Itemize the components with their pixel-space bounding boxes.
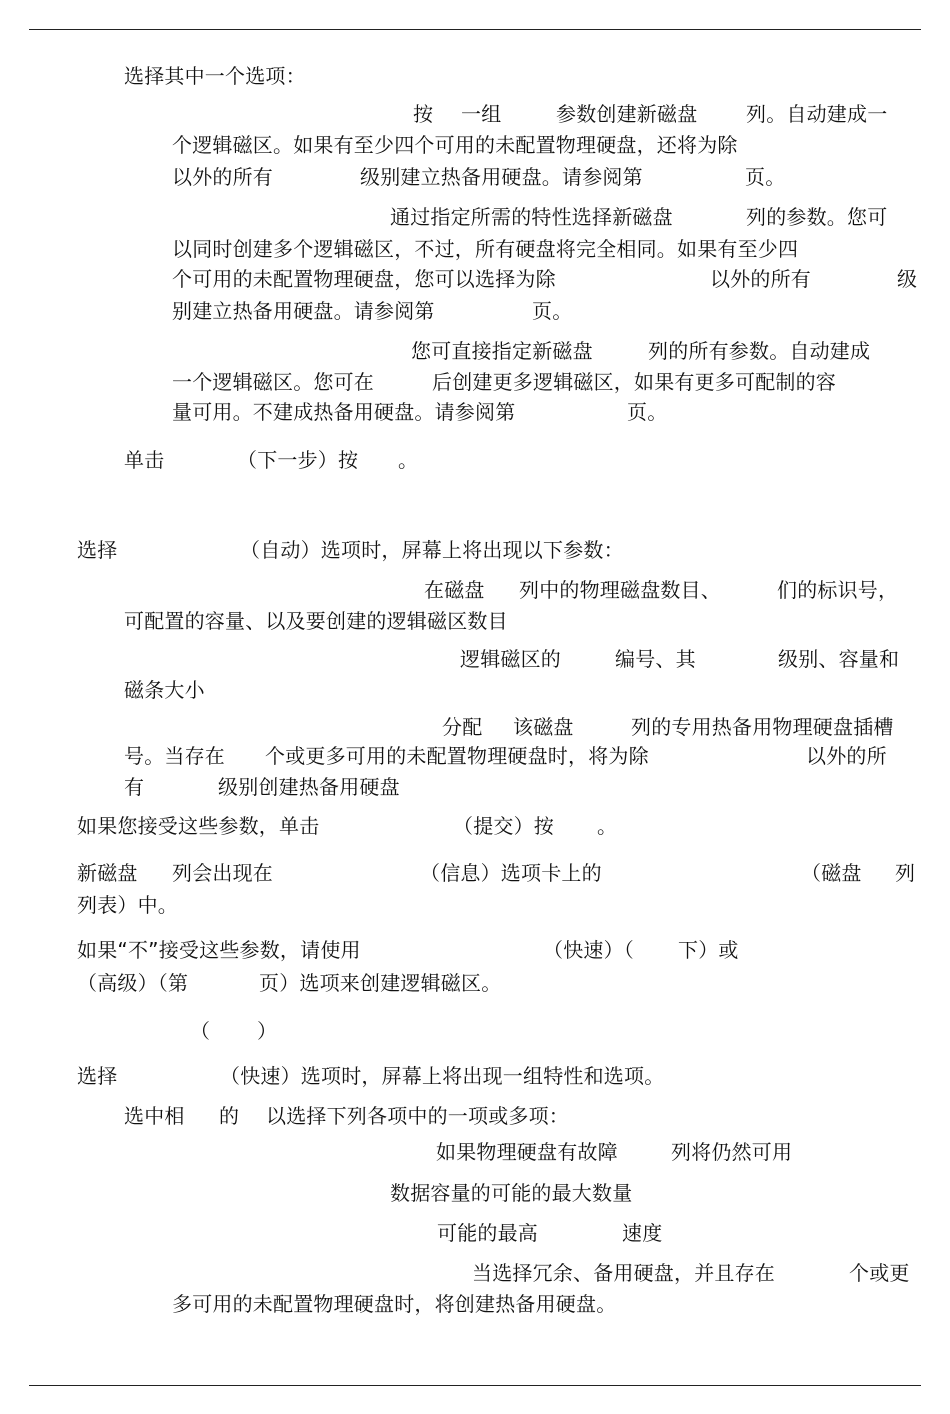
text-line: 多可用的未配置物理硬盘时，将创建热备用硬盘。 bbox=[172, 1292, 617, 1316]
text-line: 编号、其 bbox=[615, 647, 696, 671]
text-line: （下一步）按 bbox=[237, 448, 359, 472]
text-line: 列将仍然可用 bbox=[671, 1140, 793, 1164]
text-line: 在磁盘 bbox=[424, 578, 485, 602]
text-line: 逻辑磁区的 bbox=[460, 647, 561, 671]
text-line: 单击 bbox=[124, 448, 165, 472]
text-line: 参数创建新磁盘 bbox=[556, 102, 698, 126]
text-line: 列中的物理磁盘数目、 bbox=[519, 578, 721, 602]
text-line: （快速）选项时，屏幕上将出现一组特性和选项。 bbox=[220, 1064, 665, 1088]
text-line: 新磁盘 bbox=[77, 861, 138, 885]
text-line: 级别建立热备用硬盘。请参阅第 bbox=[360, 165, 643, 189]
text-line: 级别创建热备用硬盘 bbox=[218, 775, 400, 799]
text-line: 以外的所有 bbox=[172, 165, 273, 189]
bottom-rule bbox=[29, 1385, 921, 1386]
text-line: 个可用的未配置物理硬盘，您可以选择为除 bbox=[172, 267, 556, 291]
text-line: 以选择下列各项中的一项或多项： bbox=[266, 1104, 569, 1128]
text-line: 级 bbox=[897, 267, 918, 291]
text-line: 选择 bbox=[77, 1064, 118, 1088]
text-line: 后创建更多逻辑磁区，如果有更多可配制的容 bbox=[432, 370, 836, 394]
text-line: 的 bbox=[219, 1104, 240, 1128]
text-line: 别建立热备用硬盘。请参阅第 bbox=[172, 299, 435, 323]
text-line: 页。 bbox=[627, 400, 668, 424]
top-rule bbox=[29, 29, 921, 30]
text-line: 您可直接指定新磁盘 bbox=[411, 339, 593, 363]
text-line: （磁盘 bbox=[801, 861, 862, 885]
text-line: （自动）选项时，屏幕上将出现以下参数： bbox=[240, 538, 624, 562]
text-line: 有 bbox=[124, 775, 145, 799]
text-line: 数据容量的可能的最大数量 bbox=[390, 1181, 633, 1205]
text-line: 个或更多可用的未配置物理硬盘时，将为除 bbox=[265, 744, 649, 768]
text-line: 一个逻辑磁区。您可在 bbox=[172, 370, 374, 394]
text-line: 列 bbox=[895, 861, 916, 885]
text-line: 页）选项来创建逻辑磁区。 bbox=[259, 971, 502, 995]
text-line: 个逻辑磁区。如果有至少四个可用的未配置物理硬盘，还将为除 bbox=[172, 133, 738, 157]
text-line: 个或更 bbox=[849, 1261, 910, 1285]
text-line: （高级）（第 bbox=[77, 971, 189, 995]
text-line: 按 bbox=[413, 102, 434, 126]
text-line: 列表）中。 bbox=[77, 893, 178, 917]
text-line: 当选择冗余、备用硬盘，并且存在 bbox=[472, 1261, 775, 1285]
text-line: （提交）按 bbox=[453, 814, 554, 838]
text-line: （信息）选项卡上的 bbox=[420, 861, 602, 885]
text-line: ） bbox=[257, 1019, 278, 1043]
text-line: 列。自动建成一 bbox=[746, 102, 888, 126]
text-line: 号。当存在 bbox=[124, 744, 225, 768]
text-line: 磁条大小 bbox=[124, 678, 205, 702]
text-line: 列的专用热备用物理硬盘插槽 bbox=[631, 715, 894, 739]
text-line: 分配 bbox=[442, 715, 483, 739]
text-line: 选择其中一个选项： bbox=[124, 64, 306, 88]
text-line: 列的参数。您可 bbox=[746, 205, 888, 229]
text-line: 通过指定所需的特性选择新磁盘 bbox=[390, 205, 673, 229]
text-line: 们的标识号， bbox=[777, 578, 899, 602]
text-line: 列会出现在 bbox=[172, 861, 273, 885]
text-line: （ bbox=[190, 1019, 211, 1043]
text-line: 如果“不”接受这些参数，请使用 bbox=[77, 938, 361, 962]
text-line: 级别、容量和 bbox=[778, 647, 900, 671]
text-line: 可配置的容量、以及要创建的逻辑磁区数目 bbox=[124, 609, 508, 633]
text-line: 速度 bbox=[622, 1221, 663, 1245]
text-line: （快速）（ bbox=[543, 938, 634, 962]
text-line: 该磁盘 bbox=[513, 715, 574, 739]
text-line: 可能的最高 bbox=[437, 1221, 538, 1245]
text-line: 如果物理硬盘有故障 bbox=[436, 1140, 618, 1164]
text-line: 以外的所有 bbox=[710, 267, 811, 291]
text-line: 列的所有参数。自动建成 bbox=[648, 339, 871, 363]
text-line: 如果您接受这些参数，单击 bbox=[77, 814, 320, 838]
text-line: 。 bbox=[398, 448, 419, 472]
text-line: 页。 bbox=[532, 299, 573, 323]
text-line: 以同时创建多个逻辑磁区，不过，所有硬盘将完全相同。如果有至少四 bbox=[172, 237, 799, 261]
text-line: 下）或 bbox=[678, 938, 739, 962]
text-line: 页。 bbox=[745, 165, 786, 189]
text-line: 选择 bbox=[77, 538, 118, 562]
text-line: 以外的所 bbox=[806, 744, 887, 768]
text-line: 量可用。不建成热备用硬盘。请参阅第 bbox=[172, 400, 516, 424]
text-line: 。 bbox=[597, 814, 618, 838]
text-line: 一组 bbox=[461, 102, 502, 126]
text-line: 选中相 bbox=[124, 1104, 185, 1128]
